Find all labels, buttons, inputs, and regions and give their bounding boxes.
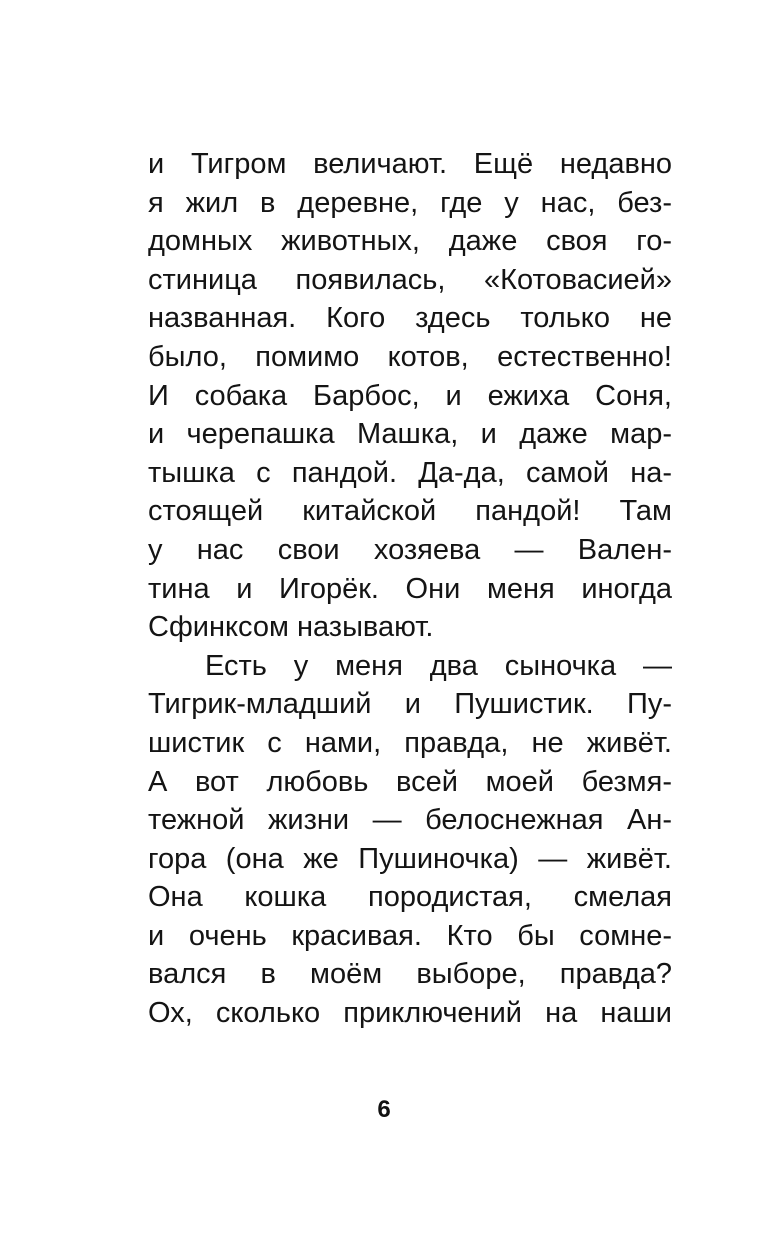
paragraph-2 [148,647,672,1033]
text-line: стиница появилась, «Котовасией» [148,263,672,296]
text-line: шистик с нами, правда, не живёт. [148,726,672,759]
text-line: вался в моём выборе, правда? [148,958,672,991]
text-line: А вот любовь всей моей безмя- [148,765,672,798]
text-line: я жил в деревне, где у нас, без- [148,186,672,219]
text-line: и очень красивая. Кто бы сомне- [148,919,672,952]
text-line: Есть у меня два сыночка — [205,649,672,682]
text-line: И собака Барбос, и ежиха Соня, [148,379,672,412]
text-line: гора (она же Пушиночка) — живёт. [148,842,672,875]
body-text [148,145,672,1033]
text-line: тежной жизни — белоснежная Ан- [148,804,672,837]
text-line: домных животных, даже своя го- [148,225,672,258]
text-line: и черепашка Машка, и даже мар- [148,418,672,451]
text-line: стоящей китайской пандой! Там [148,495,672,528]
text-line: Она кошка породистая, смелая [148,881,672,914]
paragraph-1 [148,145,672,647]
text-line: и Тигром величают. Ещё недавно [148,148,672,180]
text-line: Сфинксом называют. [148,611,434,644]
text-line: названная. Кого здесь только не [148,302,672,335]
text-line: тина и Игорёк. Они меня иногда [148,572,672,605]
text-line: Ох, сколько приключений на наши [148,997,672,1030]
page-number: 6 [377,1096,391,1123]
text-line: Тигрик-младший и Пушистик. Пу- [148,688,672,721]
text-line: было, помимо котов, естественно! [148,340,672,373]
text-line: тышка с пандой. Да-да, самой на- [148,456,672,489]
text-line: у нас свои хозяева — Вален- [148,533,672,566]
